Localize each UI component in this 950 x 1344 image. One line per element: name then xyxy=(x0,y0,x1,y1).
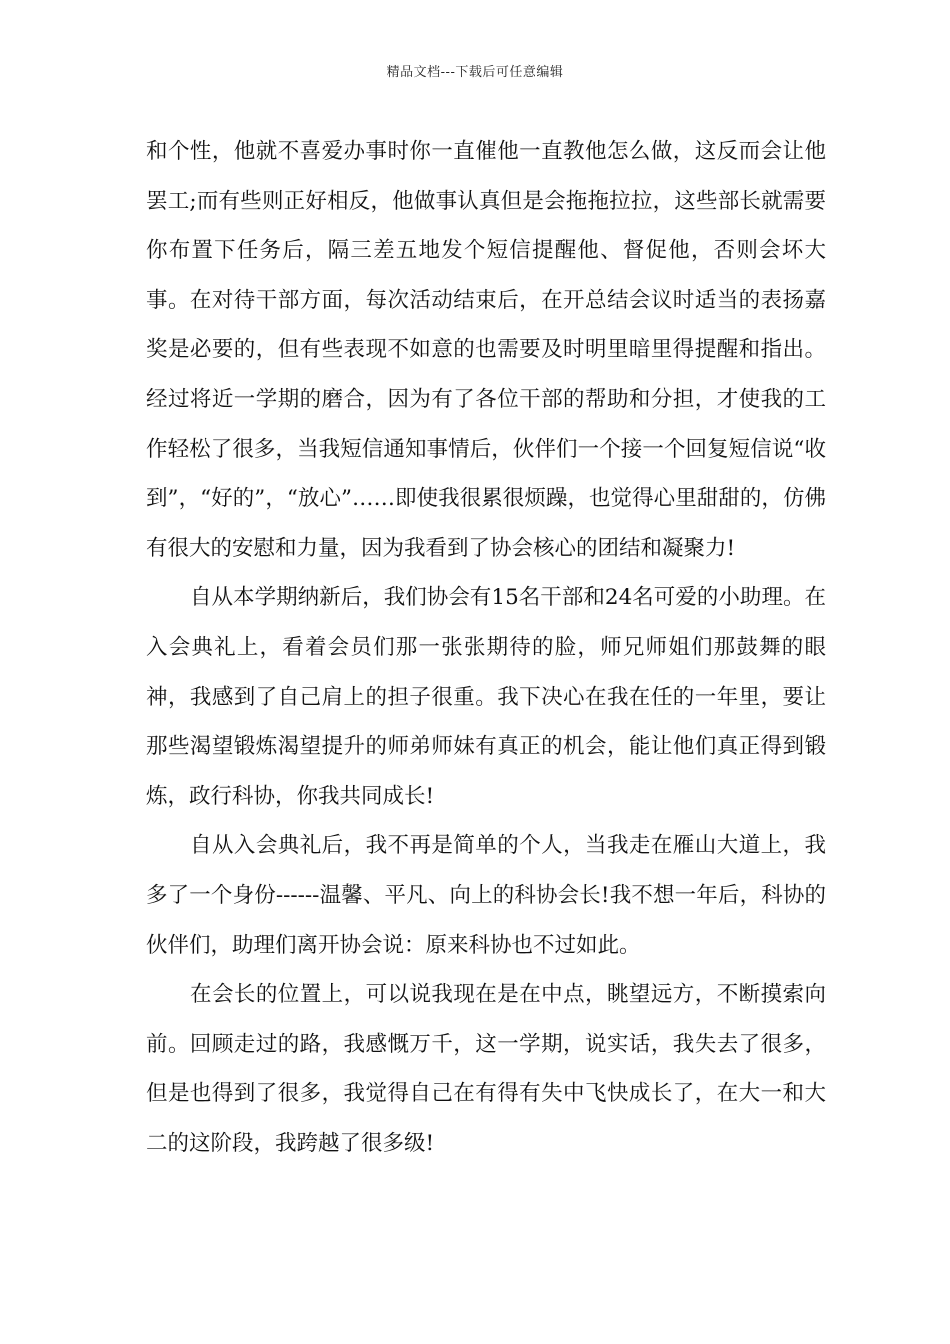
paragraph-2: 自从本学期纳新后，我们协会有15名干部和24名可爱的小助理。在入会典礼上，看着会员们那一张张期待的脸，师兄师姐们那鼓舞的眼神，我感到了自己肩上的担子很重。我下决心在我在任的一年里，要让那些渴望锻炼渴望提升的师弟师妹有真正的机会，能让他们真正得到锻炼，政行科协，你我共同成长! xyxy=(146,585,826,809)
page-header: 精品文档---下载后可任意编辑 xyxy=(386,65,564,80)
document-body xyxy=(146,127,826,1168)
paragraph-4: 在会长的位置上，可以说我现在是在中点，眺望远方，不断摸索向前。回顾走过的路，我感慨万千，这一学期，说实话，我失去了很多，但是也得到了很多，我觉得自己在有得有失中飞快成长了，在大一和大二的这阶段，我跨越了很多级! xyxy=(146,982,826,1156)
paragraph-1: 和个性，他就不喜爱办事时你一直催他一直教他怎么做，这反而会让他罢工;而有些则正好相反，他做事认真但是会拖拖拉拉，这些部长就需要你布置下任务后，隔三差五地发个短信提醒他、督促他，否则会坏大事。在对待干部方面，每次活动结束后，在开总结会议时适当的表扬嘉奖是必要的，但有些表现不如意的也需要及时明里暗里得提醒和指出。经过将近一学期的磨合，因为有了各位干部的帮助和分担，才使我的工作轻松了很多，当我短信通知事情后，伙伴们一个接一个回复短信说“收到”，“好的”，“放心”……即使我很累很烦躁，也觉得心里甜甜的，仿佛有很大的安慰和力量，因为我看到了协会核心的团结和凝聚力! xyxy=(146,139,826,561)
paragraph-3: 自从入会典礼后，我不再是简单的个人，当我走在雁山大道上，我多了一个身份------温馨、平凡、向上的科协会长!我不想一年后，科协的伙伴们，助理们离开协会说：原来科协也不过如此。 xyxy=(146,833,826,958)
